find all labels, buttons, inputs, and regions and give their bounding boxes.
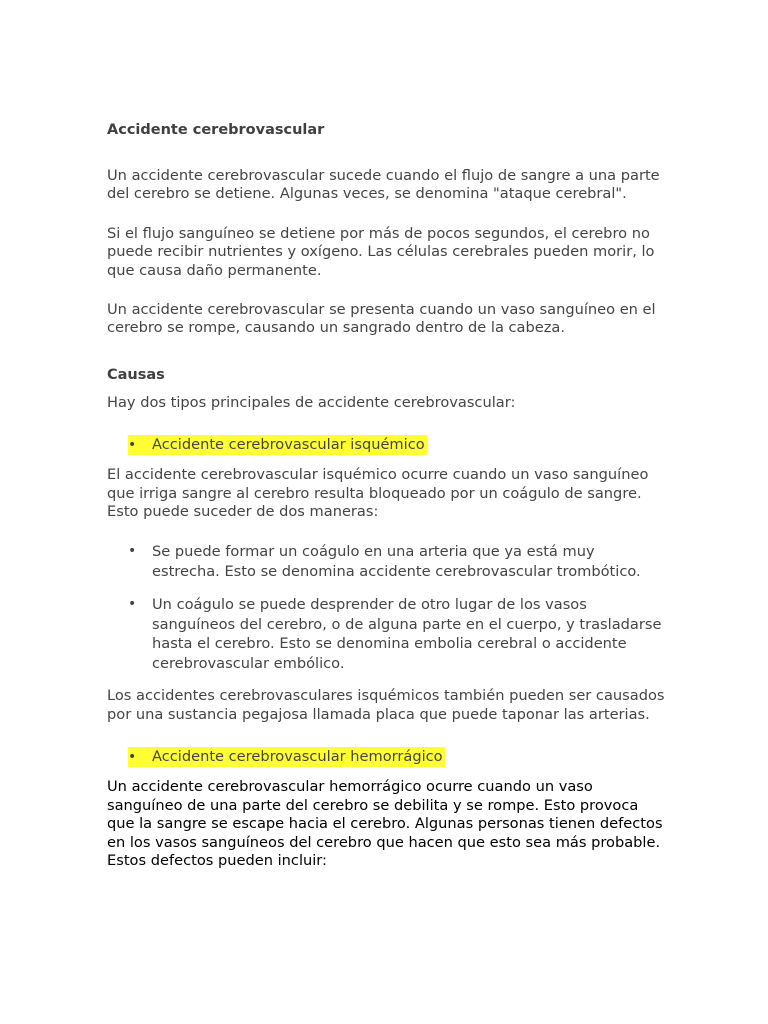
paragraph-definition: Un accidente cerebrovascular sucede cuando el flujo de sangre a una parte del cerebro se detiene. Algunas veces, se denomina "ataque cerebral". — [107, 167, 660, 203]
list-item-text: Se puede formar un coágulo en una arteria que ya está muy estrecha. Esto se denomina accidente cerebrovascular trombótico. — [152, 543, 641, 580]
highlighted-text-hemorragico: Accidente cerebrovascular hemorrágico — [128, 747, 445, 767]
highlighted-list-item-hemorragico — [107, 747, 667, 767]
bullet-icon: • — [128, 749, 137, 766]
bullet-icon: • — [128, 596, 137, 613]
bullet-icon: • — [128, 437, 137, 454]
section-heading-causas: Causas — [107, 366, 165, 383]
bullet-icon: • — [128, 543, 137, 560]
paragraph-rupture: Un accidente cerebrovascular se presenta cuando un vaso sanguíneo en el cerebro se rompe, causando un sangrado dentro de la cabeza. — [107, 301, 656, 337]
list-item — [107, 542, 667, 581]
paragraph-isquemico: El accidente cerebrovascular isquémico ocurre cuando un vaso sanguíneo que irriga sangre al cerebro resulta bloqueado por un coágulo de sangre. Esto puede suceder de dos maneras: — [107, 466, 649, 521]
highlighted-text-isquemico: Accidente cerebrovascular isquémico — [128, 435, 427, 455]
causas-intro: Hay dos tipos principales de accidente cerebrovascular: — [107, 393, 516, 411]
document-title: Accidente cerebrovascular — [107, 122, 325, 138]
highlighted-list-item-isquemico — [107, 435, 667, 455]
list-isquemico-ways — [107, 542, 667, 673]
list-item-text: Un coágulo se puede desprender de otro lugar de los vasos sanguíneos del cerebro, o de alguna parte en el cuerpo, y trasladarse hasta el cerebro. Esto se denomina embolia cerebral o accidente cerebrovascular embólico. — [152, 596, 662, 672]
paragraph-blood-flow: Si el flujo sanguíneo se detiene por más de pocos segundos, el cerebro no puede recibir nutrientes y oxígeno. Las células cerebrales pueden morir, lo que causa daño permanente. — [107, 224, 655, 279]
list-item — [107, 595, 667, 673]
paragraph-placa: Los accidentes cerebrovasculares isquémicos también pueden ser causados por una sustancia pegajosa llamada placa que puede taponar las arterias. — [107, 687, 665, 723]
document-body — [107, 121, 667, 870]
paragraph-hemorragico: Un accidente cerebrovascular hemorrágico ocurre cuando un vaso sanguíneo de una parte del cerebro se debilita y se rompe. Esto provoca que la sangre se escape hacia el cerebro. Algunas personas tienen defectos en los vasos sanguíneos del cerebro que hacen que esto sea más probable. Estos defectos pueden incluir: — [107, 778, 663, 869]
